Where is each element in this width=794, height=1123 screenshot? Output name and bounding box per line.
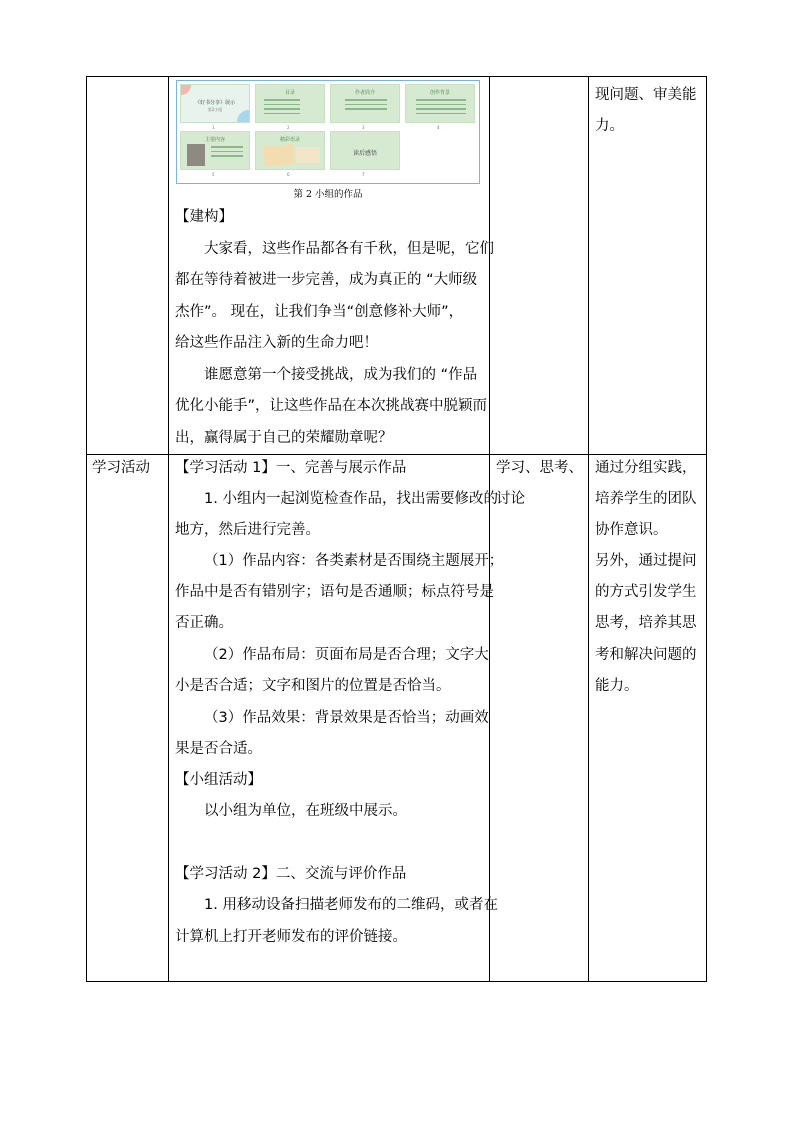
- paragraph-line: 出，赢得属于自己的荣耀勋章呢？: [175, 430, 393, 446]
- col-border-1: [168, 76, 169, 982]
- paragraph-line: 1. 小组内一起浏览检查作品，找出需要修改的: [204, 491, 498, 507]
- design-intent-line: 考和解决问题的: [595, 647, 697, 663]
- slide-thumb-4: [405, 84, 475, 123]
- student-activity-line: 讨论: [496, 491, 525, 507]
- group-activity-label: 【小组活动】: [175, 772, 262, 788]
- quote-card: [296, 147, 320, 163]
- slide-title: 目录: [284, 90, 295, 96]
- design-intent-line: 能力。: [595, 678, 639, 694]
- paragraph-line: 果是否合适。: [175, 741, 262, 757]
- paragraph-line: 给这些作品注入新的生命力吧！: [175, 335, 378, 351]
- slide-title: 读后感悟: [352, 150, 377, 157]
- page-number: 3: [362, 125, 365, 130]
- paragraph-line: 以小组为单位，在班级中展示。: [204, 803, 407, 819]
- paragraph-line: 1. 用移动设备扫描老师发布的二维码，或者在: [204, 897, 498, 913]
- design-intent-line: 另外，通过提问: [595, 553, 697, 569]
- student-activity-line: 学习、思考、: [496, 460, 583, 476]
- paragraph-line: 否正确。: [175, 615, 233, 631]
- slide-subtitle: 第2小组: [207, 107, 223, 112]
- paragraph-line: 谁愿意第一个接受挑战，成为我们的 “作品: [204, 367, 478, 383]
- page-number: 4: [437, 125, 440, 130]
- paragraph-line: （3）作品效果：背景效果是否恰当；动画效: [204, 710, 489, 726]
- design-intent-line: 培养学生的团队: [595, 491, 697, 507]
- design-intent-line: 的方式引发学生: [595, 584, 697, 600]
- design-intent-line: 现问题、审美能: [595, 87, 697, 103]
- col-border-right: [706, 76, 707, 982]
- page-number: 6: [287, 172, 290, 177]
- design-intent-line: 协作意识。: [595, 522, 668, 538]
- page-number: 5: [212, 172, 215, 177]
- stage-label: 学习活动: [92, 460, 150, 476]
- paragraph-line: （1）作品内容：各类素材是否围绕主题展开；: [204, 553, 504, 569]
- paragraph-line: 地方，然后进行完善。: [175, 522, 320, 538]
- col-border-left: [86, 76, 87, 982]
- table-bottom-border: [86, 981, 707, 982]
- figure-caption: 第 2 小组的作品: [293, 189, 363, 200]
- paragraph-line: 小是否合适；文字和图片的位置是否恰当。: [175, 678, 451, 694]
- table-top-border: [86, 76, 707, 77]
- book-cover-image: [187, 144, 205, 166]
- activity-2-heading: 【学习活动 2】二、交流与评价作品: [175, 866, 407, 882]
- section-label-construct: 【建构】: [175, 209, 233, 225]
- slide-title: 作者简介: [354, 90, 375, 96]
- quote-card: [263, 144, 294, 166]
- slide-thumbnails-figure: [176, 80, 480, 184]
- slide-thumb-1: [180, 84, 250, 123]
- paragraph-line: 大家看，这些作品都各有千秋，但是呢，它们: [204, 241, 494, 257]
- col-border-3: [588, 76, 589, 982]
- slide-title: 创作背景: [429, 90, 450, 96]
- page-number: 2: [287, 125, 290, 130]
- design-intent-line: 思考，培养其思: [595, 615, 697, 631]
- slide-title: 精彩语录: [279, 137, 300, 143]
- page-number: 1: [212, 125, 215, 130]
- paragraph-line: 作品中是否有错别字；语句是否通顺；标点符号是: [175, 584, 494, 600]
- page-number: 7: [362, 172, 365, 177]
- paragraph-line: 杰作”。 现在，让我们争当“创意修补大师”，: [175, 304, 464, 320]
- col-border-2: [489, 76, 490, 982]
- slide-title: 主要内容: [204, 137, 225, 143]
- paragraph-line: 计算机上打开老师发布的评价链接。: [175, 929, 407, 945]
- slide-thumb-7: [330, 131, 400, 170]
- design-intent-line: 通过分组实践，: [595, 460, 697, 476]
- slide-thumb-3: [330, 84, 400, 123]
- paragraph-line: （2）作品布局：页面布局是否合理；文字大: [204, 647, 489, 663]
- activity-1-heading: 【学习活动 1】一、完善与展示作品: [175, 460, 407, 476]
- paragraph-line: 优化小能手”，让这些作品在本次挑战赛中脱颖而: [175, 398, 488, 414]
- slide-title: 《好书分享》展示: [194, 100, 235, 106]
- slide-thumb-5: [180, 131, 250, 170]
- paragraph-line: 都在等待着被进一步完善，成为真正的 “大师级: [175, 272, 478, 288]
- slide-thumb-6: [255, 131, 325, 170]
- design-intent-line: 力。: [595, 118, 624, 134]
- slide-thumb-2: [255, 84, 325, 123]
